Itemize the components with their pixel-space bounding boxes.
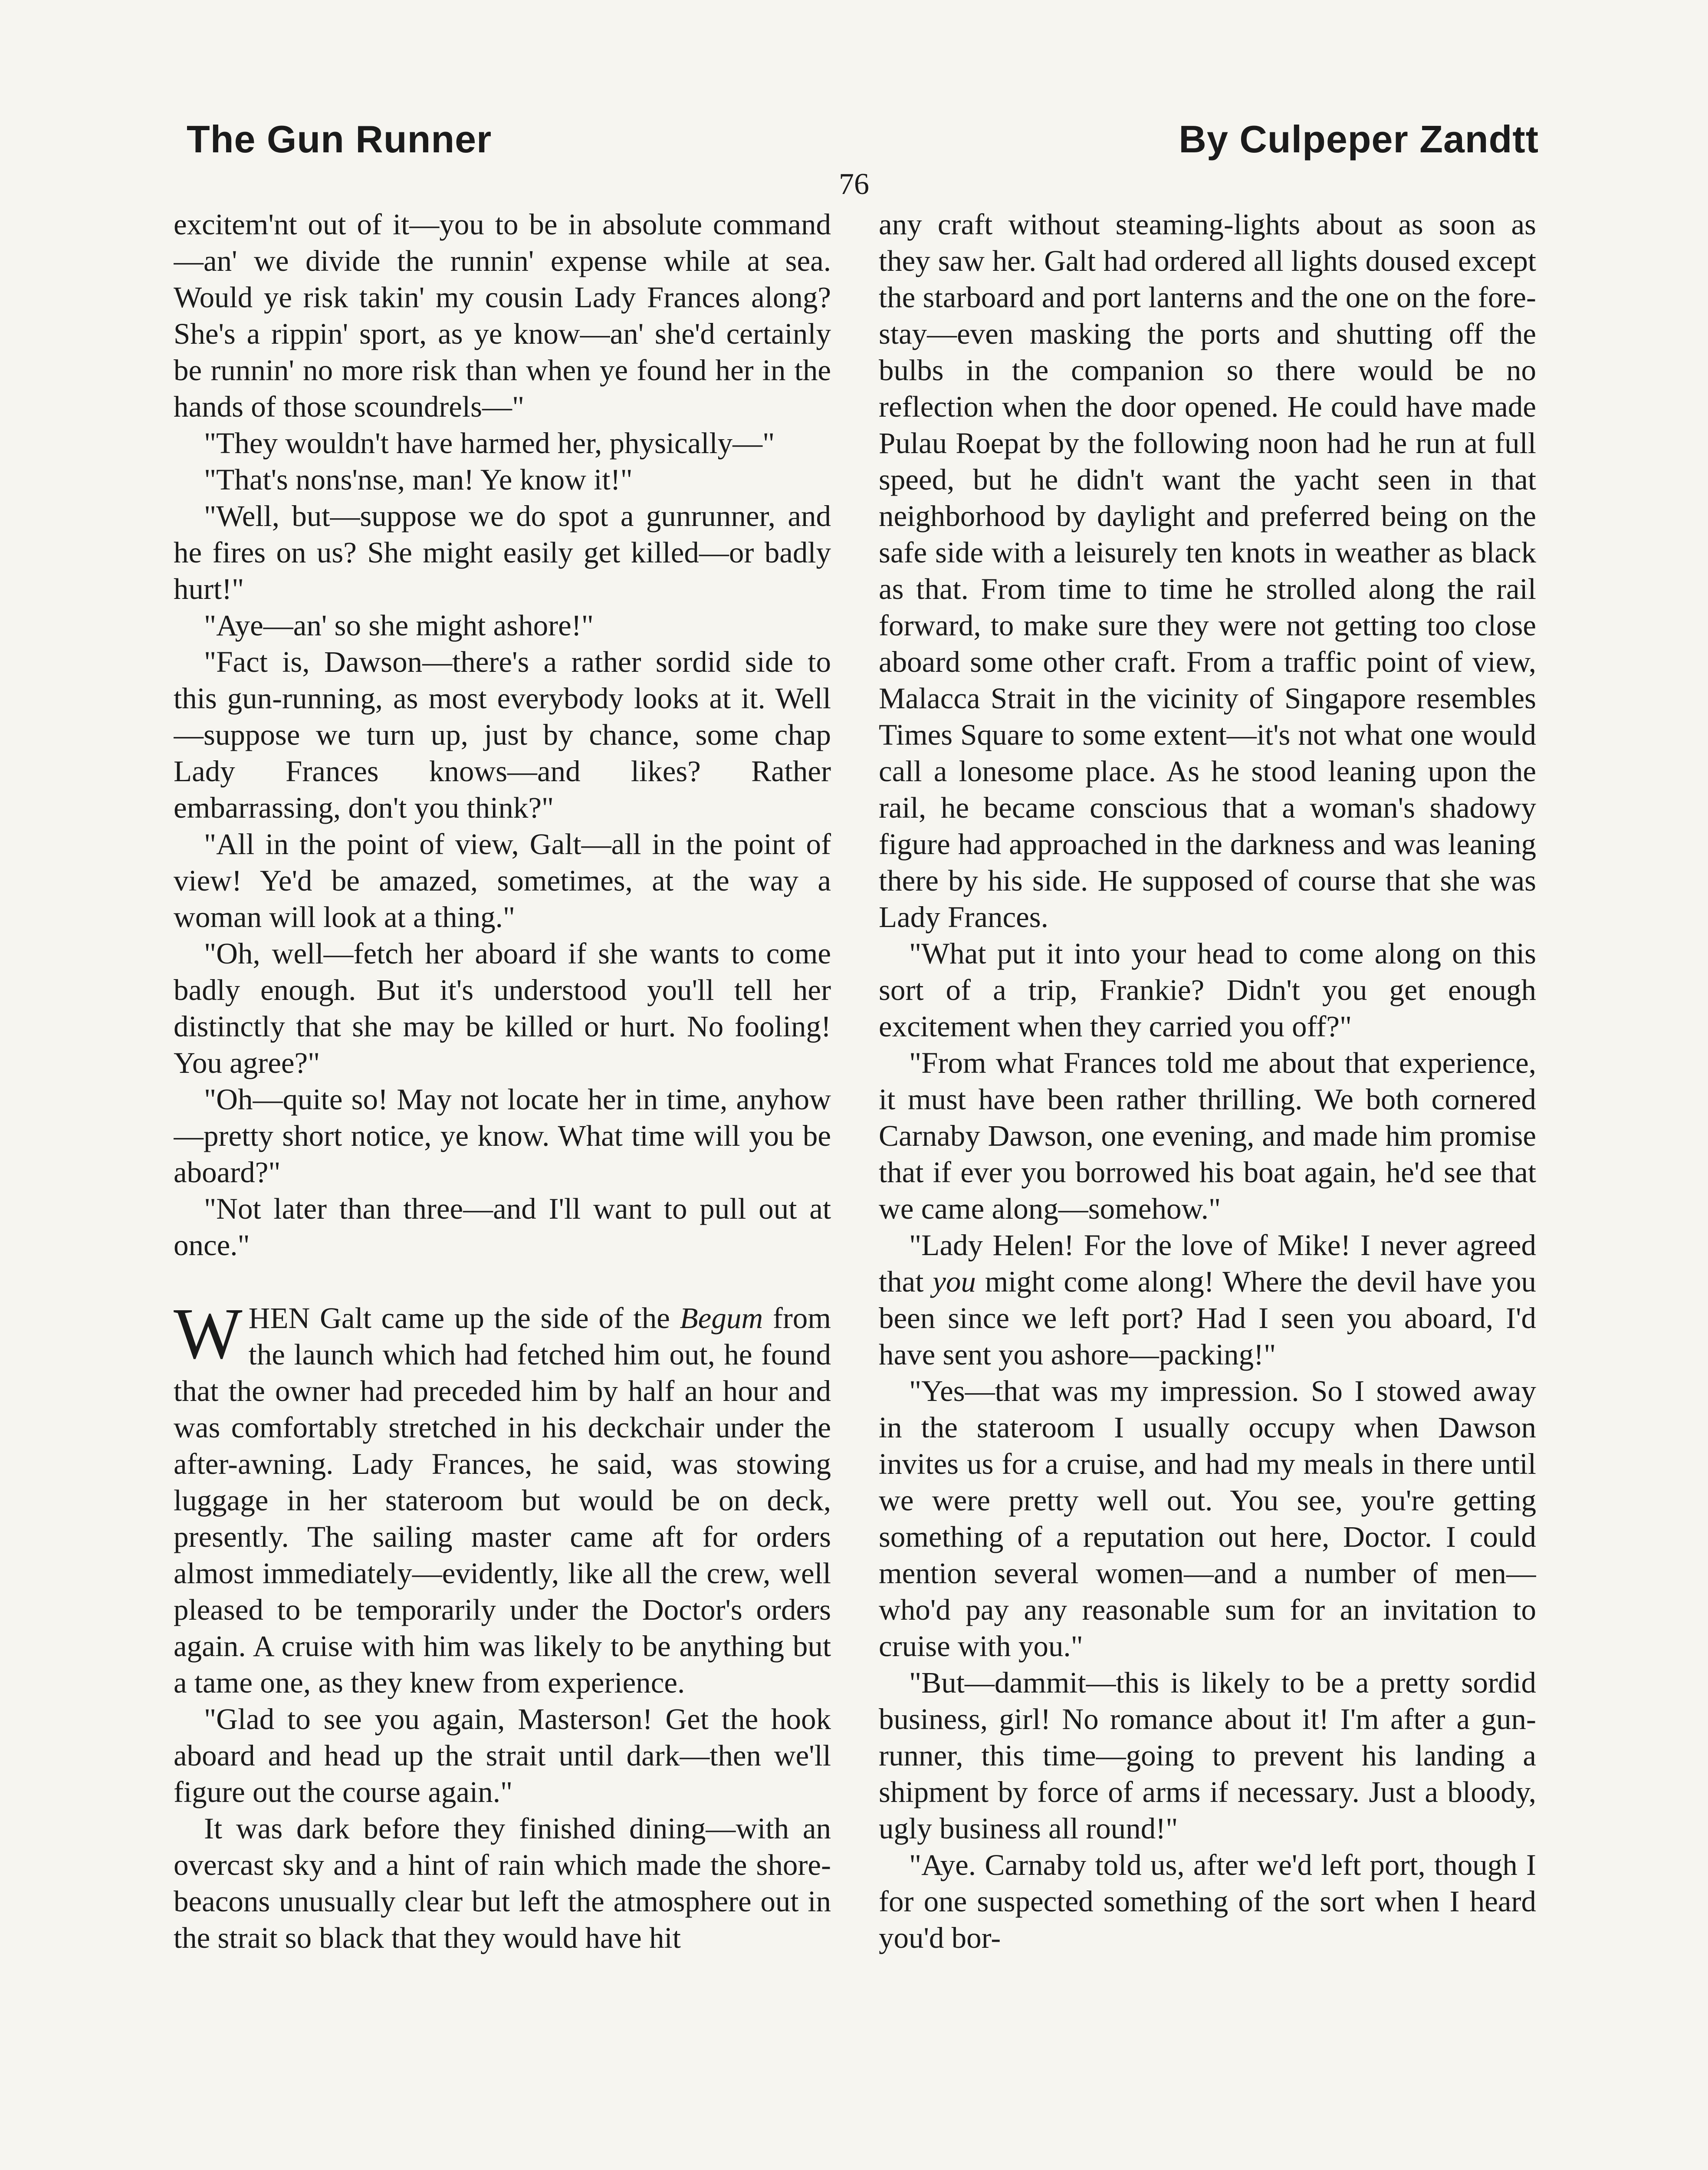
paragraph: "From what Frances told me about that experience, it must have been rather thrilling. We both cornered Carnaby Dawson, one evening, and made him promise that if ever you borrowed his boat again, he'd see that we came along—somehow." [879, 1046, 1536, 1225]
section-opening-paragraph [174, 1293, 831, 1701]
page-number: 76 [839, 168, 869, 201]
ship-name: Begum [680, 1302, 763, 1335]
story-title: The Gun Runner [187, 118, 492, 161]
opening-text: HEN Galt came up the side of the [248, 1302, 680, 1335]
paragraph: "Oh—quite so! May not locate her in time, anyhow—pretty short notice, ye know. What time will you be aboard?" [174, 1083, 831, 1189]
left-column [174, 206, 831, 2170]
emphasis: you [933, 1265, 976, 1298]
paragraph [879, 1227, 1536, 1373]
paragraph: "Aye—an' so she might ashore!" [204, 609, 594, 642]
paragraph: "Aye. Carnaby told us, after we'd left port, though I for one suspected something of the sort when I heard you'd bor- [879, 1848, 1536, 1954]
paragraph: "That's nons'nse, man! Ye know it!" [204, 463, 633, 496]
paragraph: "Not later than three—and I'll want to pull out at once." [174, 1192, 831, 1262]
drop-cap: W [174, 1293, 243, 1374]
right-column [879, 206, 1536, 2170]
paragraph: "But—dammit—this is likely to be a pretty sordid business, girl! No romance about it! I'm after a gun-runner, this time—going to prevent his landing a shipment by force of arms if necessary. Just a bloody, ugly business all round!" [879, 1666, 1536, 1845]
paragraph: "All in the point of view, Galt—all in the point of view! Ye'd be amazed, sometimes, at the way a woman will look at a thing." [174, 828, 831, 934]
paragraph: excitem'nt out of it—you to be in absolute command—an' we divide the runnin' expense while at sea. Would ye risk takin' my cousin Lady Frances along? She's a rippin' sport, as ye know—an' she'd certainly be runnin' no more risk than when ye found her in the hands of those scoundrels—" [174, 208, 831, 423]
paragraph: "Glad to see you again, Masterson! Get the hook aboard and head up the strait until dark—then we'll figure out the course again." [174, 1703, 831, 1808]
running-head [187, 117, 1539, 161]
dialogue-text: "Lady Helen! For the love of Mike! I never agreed that [879, 1229, 1536, 1298]
text-columns [174, 206, 1536, 2170]
paragraph: "Fact is, Dawson—there's a rather sordid side to this gun-running, as most everybody looks at it. Well—suppose we turn up, just by chance, some chap Lady Frances knows—and likes? Rather embarrassing, don't you think?" [174, 645, 831, 824]
paragraph: "Well, but—suppose we do spot a gunrunner, and he fires on us? She might easily get killed—or badly hurt!" [174, 500, 831, 605]
paragraph: any craft without steaming-lights about as soon as they saw her. Galt had ordered all lights doused except the starboard and port lanterns and the one on the fore-stay—even masking the ports and shutting off the bulbs in the companion so there would be no reflection when the door opened. He could have made Pulau Roepat by the following noon had he run at full speed, but he didn't want the yacht seen in that neighborhood by daylight and preferred being on the safe side with a leisurely ten knots in weather as black as that. From time to time he strolled along the rail forward, to make sure they were not getting too close aboard some other craft. From a traffic point of view, Malacca Strait in the vicinity of Singapore resembles Times Square to some extent—it's not what one would call a lonesome place. As he stood leaning upon the rail, he became conscious that a woman's shadowy figure had approached in the darkness and was leaning there by his side. He supposed of course that she was Lady Frances. [879, 208, 1536, 934]
dialogue-text-continued: might come along! Where the devil have you been since we left port? Had I seen you aboard, I'd have sent you ashore—packing!" [879, 1265, 1536, 1371]
paragraph: "What put it into your head to come along on this sort of a trip, Frankie? Didn't you get enough excitement when they carried you off?" [879, 937, 1536, 1043]
paragraph: "They wouldn't have harmed her, physically—" [204, 427, 775, 460]
paragraph: "Yes—that was my impression. So I stowed away in the stateroom I usually occupy when Dawson invites us for a cruise, and had my meals in there until we were pretty well out. You see, you're getting something of a reputation out here, Doctor. I could mention several women—and a number of men—who'd pay any reasonable sum for an invitation to cruise with you." [879, 1374, 1536, 1663]
paragraph: "Oh, well—fetch her aboard if she wants to come badly enough. But it's understood you'll tell her distinctly that she may be killed or hurt. No fooling! You agree?" [174, 937, 831, 1079]
opening-text-continued: from the launch which had fetched him out, he found that the owner had preceded him by half an hour and was comfortably stretched in his deckchair under the after-awning. Lady Frances, he said, was stowing luggage in her stateroom but would be on deck, presently. The sailing master came aft for orders almost immediately—evidently, like all the crew, well pleased to be temporarily under the Doctor's orders again. A cruise with him was likely to be anything but a tame one, as they knew from experience. [174, 1302, 831, 1699]
author-byline: By Culpeper Zandtt [1179, 118, 1539, 161]
paragraph: It was dark before they finished dining—with an overcast sky and a hint of rain which made the shore-beacons unusually clear but left the atmosphere out in the strait so black that they would have hit [174, 1812, 831, 1954]
